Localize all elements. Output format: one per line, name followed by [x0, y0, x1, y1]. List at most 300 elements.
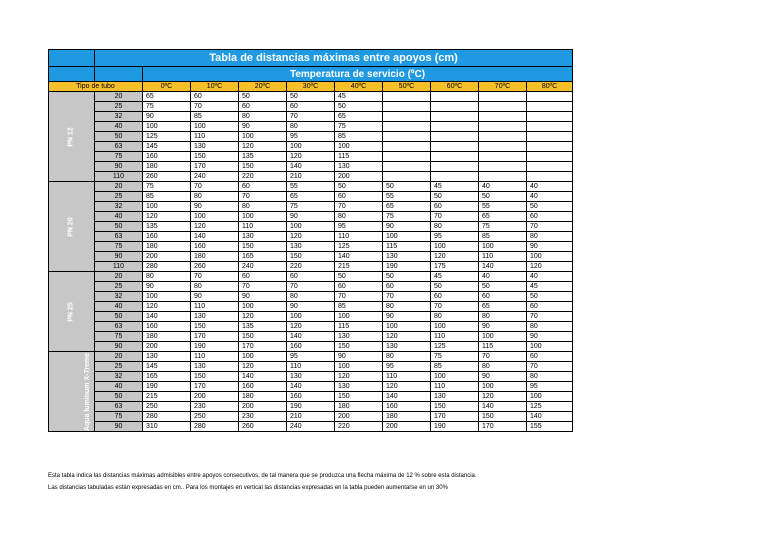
table-row — [49, 272, 573, 282]
distance-value-cell — [431, 102, 479, 112]
distance-value-cell: 120 — [239, 362, 287, 372]
pipe-diameter-cell: 32 — [95, 292, 143, 302]
distance-value-cell: 140 — [335, 252, 383, 262]
distance-value-cell: 130 — [239, 232, 287, 242]
table-row — [49, 202, 573, 212]
distance-value-cell: 95 — [287, 132, 335, 142]
distance-value-cell: 170 — [191, 382, 239, 392]
distance-value-cell: 60 — [527, 302, 573, 312]
distance-value-cell: 220 — [239, 172, 287, 182]
pipe-diameter-cell: 90 — [95, 422, 143, 432]
distance-value-cell: 100 — [527, 342, 573, 352]
distance-value-cell: 100 — [287, 222, 335, 232]
distance-value-cell: 100 — [143, 292, 191, 302]
pipe-diameter-cell: 50 — [95, 222, 143, 232]
distance-value-cell: 160 — [239, 382, 287, 392]
table-row — [49, 402, 573, 412]
distance-value-cell: 280 — [143, 262, 191, 272]
distance-value-cell: 145 — [143, 362, 191, 372]
distance-value-cell: 90 — [143, 282, 191, 292]
distance-value-cell: 75 — [431, 352, 479, 362]
distance-value-cell: 160 — [143, 322, 191, 332]
distance-value-cell: 190 — [143, 382, 191, 392]
table-row — [49, 212, 573, 222]
distance-value-cell: 90 — [383, 222, 431, 232]
distance-value-cell: 180 — [143, 162, 191, 172]
distance-value-cell: 50 — [239, 92, 287, 102]
distance-value-cell: 190 — [287, 402, 335, 412]
distance-value-cell: 85 — [191, 112, 239, 122]
table-row — [49, 102, 573, 112]
table-row — [49, 332, 573, 342]
distance-value-cell: 220 — [335, 422, 383, 432]
distance-value-cell: 200 — [191, 392, 239, 402]
pipe-group-label — [49, 352, 95, 432]
distance-value-cell: 65 — [287, 192, 335, 202]
distance-value-cell: 210 — [287, 412, 335, 422]
table-row — [49, 252, 573, 262]
table-row — [49, 222, 573, 232]
distance-value-cell: 75 — [479, 222, 527, 232]
table-row — [49, 182, 573, 192]
distance-value-cell: 90 — [191, 292, 239, 302]
pipe-diameter-cell: 50 — [95, 312, 143, 322]
distance-value-cell: 190 — [431, 422, 479, 432]
pipe-diameter-cell: 25 — [95, 282, 143, 292]
pipe-diameter-cell: 110 — [95, 172, 143, 182]
distance-value-cell: 90 — [239, 122, 287, 132]
distance-value-cell: 50 — [527, 292, 573, 302]
pipe-group-label — [49, 182, 95, 272]
table-body — [49, 50, 573, 432]
distance-value-cell: 120 — [287, 322, 335, 332]
distance-value-cell: 170 — [479, 422, 527, 432]
temperature-header: 80ºC — [527, 82, 573, 92]
distance-value-cell: 180 — [239, 392, 287, 402]
distance-value-cell: 200 — [143, 252, 191, 262]
distance-value-cell: 170 — [191, 332, 239, 342]
distance-value-cell: 115 — [479, 342, 527, 352]
distance-value-cell: 110 — [335, 232, 383, 242]
pipe-diameter-cell: 63 — [95, 322, 143, 332]
distance-value-cell: 125 — [143, 132, 191, 142]
distance-value-cell: 100 — [239, 302, 287, 312]
table-subtitle: Temperatura de servicio (ºC) — [143, 67, 573, 82]
pipe-diameter-cell: 63 — [95, 232, 143, 242]
distance-value-cell: 90 — [527, 242, 573, 252]
distance-value-cell: 160 — [143, 232, 191, 242]
distance-value-cell: 120 — [143, 212, 191, 222]
distance-value-cell: 75 — [335, 122, 383, 132]
distance-value-cell: 55 — [287, 182, 335, 192]
table-row — [49, 152, 573, 162]
distance-value-cell: 120 — [335, 372, 383, 382]
distance-value-cell: 100 — [191, 122, 239, 132]
table-row — [49, 122, 573, 132]
distance-value-cell: 120 — [191, 222, 239, 232]
pipe-diameter-cell: 32 — [95, 112, 143, 122]
distance-value-cell: 60 — [431, 292, 479, 302]
distance-value-cell: 40 — [527, 182, 573, 192]
distance-value-cell: 95 — [383, 362, 431, 372]
distance-value-cell: 150 — [335, 392, 383, 402]
distance-value-cell: 110 — [239, 222, 287, 232]
distance-value-cell: 80 — [479, 362, 527, 372]
pipe-diameter-cell: 63 — [95, 402, 143, 412]
distance-value-cell: 65 — [143, 92, 191, 102]
distance-value-cell: 90 — [143, 112, 191, 122]
pipe-diameter-cell: 40 — [95, 302, 143, 312]
distance-value-cell — [431, 142, 479, 152]
distance-value-cell: 125 — [431, 342, 479, 352]
distance-value-cell: 240 — [191, 172, 239, 182]
table-row — [49, 382, 573, 392]
table-row — [49, 322, 573, 332]
distance-value-cell: 120 — [287, 232, 335, 242]
distance-value-cell: 150 — [287, 252, 335, 262]
distance-value-cell: 170 — [191, 162, 239, 172]
table-row — [49, 302, 573, 312]
distance-value-cell — [431, 112, 479, 122]
table-row — [49, 142, 573, 152]
distance-value-cell — [527, 152, 573, 162]
subtitle-spacer-cell — [95, 67, 143, 82]
distance-value-cell: 55 — [383, 192, 431, 202]
footnote-line-2: Las distancias tabuladas están expresadas en cm.. Para los montajes en vertical las distancias expresadas en la tabla pueden aumentarse en un 30% — [48, 485, 448, 491]
distance-value-cell: 90 — [479, 372, 527, 382]
distance-value-cell: 180 — [383, 412, 431, 422]
distance-value-cell: 125 — [335, 242, 383, 252]
distance-value-cell: 130 — [287, 242, 335, 252]
distance-value-cell: 135 — [239, 322, 287, 332]
distance-value-cell: 80 — [383, 352, 431, 362]
temperature-header: 30ºC — [287, 82, 335, 92]
distance-value-cell: 130 — [431, 392, 479, 402]
distance-value-cell: 100 — [479, 382, 527, 392]
distance-value-cell: 135 — [143, 222, 191, 232]
pipe-group-name: PN 12 — [67, 126, 75, 147]
pipe-diameter-cell: 25 — [95, 362, 143, 372]
distance-value-cell: 50 — [335, 272, 383, 282]
pipe-diameter-cell: 75 — [95, 242, 143, 252]
distance-value-cell: 70 — [479, 352, 527, 362]
distance-value-cell — [527, 132, 573, 142]
distance-value-cell: 50 — [287, 92, 335, 102]
subtitle-row — [49, 67, 573, 82]
distance-value-cell: 130 — [335, 162, 383, 172]
distance-value-cell: 260 — [239, 422, 287, 432]
distance-value-cell: 70 — [527, 362, 573, 372]
distance-value-cell: 90 — [191, 202, 239, 212]
distance-value-cell: 260 — [143, 172, 191, 182]
distance-value-cell: 50 — [335, 102, 383, 112]
distance-value-cell: 70 — [431, 302, 479, 312]
distance-value-cell — [479, 162, 527, 172]
distance-value-cell — [383, 152, 431, 162]
pipe-diameter-cell: 90 — [95, 162, 143, 172]
distance-value-cell: 215 — [143, 392, 191, 402]
distance-value-cell: 115 — [335, 152, 383, 162]
distance-value-cell: 150 — [191, 152, 239, 162]
distance-value-cell: 175 — [431, 262, 479, 272]
distance-value-cell — [527, 172, 573, 182]
temperature-header: 50ºC — [383, 82, 431, 92]
distance-value-cell: 40 — [479, 272, 527, 282]
distance-value-cell: 130 — [191, 312, 239, 322]
pipe-diameter-cell: 110 — [95, 262, 143, 272]
table-row — [49, 422, 573, 432]
distance-value-cell: 140 — [527, 412, 573, 422]
distance-value-cell: 100 — [287, 312, 335, 322]
temperature-header: 10ºC — [191, 82, 239, 92]
distance-value-cell: 70 — [191, 272, 239, 282]
distance-value-cell — [479, 152, 527, 162]
table-row — [49, 392, 573, 402]
distance-value-cell: 100 — [287, 142, 335, 152]
distance-value-cell: 120 — [143, 302, 191, 312]
distance-value-cell: 250 — [191, 412, 239, 422]
distance-value-cell: 90 — [335, 352, 383, 362]
distance-value-cell: 100 — [191, 212, 239, 222]
distance-value-cell: 100 — [479, 242, 527, 252]
distance-value-cell: 95 — [287, 352, 335, 362]
distance-value-cell: 50 — [383, 272, 431, 282]
distance-value-cell: 90 — [287, 212, 335, 222]
pipe-diameter-cell: 75 — [95, 152, 143, 162]
distance-value-cell — [431, 132, 479, 142]
distance-value-cell: 70 — [527, 222, 573, 232]
pipe-group-name: PN 20 — [67, 216, 75, 237]
distance-value-cell — [431, 152, 479, 162]
table-row — [49, 362, 573, 372]
distance-value-cell: 100 — [239, 132, 287, 142]
distance-value-cell: 85 — [431, 362, 479, 372]
distance-value-cell: 160 — [287, 392, 335, 402]
distance-value-cell: 310 — [143, 422, 191, 432]
distance-value-cell: 100 — [143, 202, 191, 212]
distance-value-cell: 60 — [239, 102, 287, 112]
distance-value-cell: 150 — [191, 322, 239, 332]
distance-value-cell: 50 — [431, 192, 479, 202]
distance-value-cell: 140 — [143, 312, 191, 322]
distance-value-cell: 80 — [335, 212, 383, 222]
distance-value-cell: 70 — [335, 292, 383, 302]
temperature-header: 70ºC — [479, 82, 527, 92]
distance-value-cell: 90 — [287, 302, 335, 312]
footnote-line-1: Esta tabla indica las distancias máximas admisibles entre apoyos consecutivos, de tal manera que se produzca una flecha máxima de 12 % sobre esta distancia. — [48, 473, 477, 479]
distance-value-cell: 100 — [383, 232, 431, 242]
distance-value-cell: 40 — [479, 182, 527, 192]
distance-value-cell — [383, 142, 431, 152]
distance-value-cell: 150 — [239, 162, 287, 172]
table-row — [49, 312, 573, 322]
distance-value-cell: 70 — [191, 182, 239, 192]
distance-value-cell: 60 — [335, 282, 383, 292]
distance-value-cell: 65 — [479, 302, 527, 312]
distance-value-cell: 50 — [431, 282, 479, 292]
distance-value-cell: 90 — [527, 332, 573, 342]
pipe-diameter-cell: 75 — [95, 332, 143, 342]
table-row — [49, 112, 573, 122]
distance-value-cell — [479, 142, 527, 152]
distance-value-cell: 130 — [335, 382, 383, 392]
distance-value-cell: 80 — [239, 112, 287, 122]
distance-value-cell: 130 — [143, 352, 191, 362]
distance-value-cell: 140 — [479, 402, 527, 412]
distance-value-cell: 80 — [383, 302, 431, 312]
distance-value-cell: 85 — [479, 232, 527, 242]
distance-value-cell: 70 — [239, 282, 287, 292]
distance-value-cell: 170 — [431, 412, 479, 422]
distance-value-cell: 155 — [527, 422, 573, 432]
distance-value-cell: 80 — [239, 202, 287, 212]
distance-value-cell: 85 — [335, 302, 383, 312]
distance-value-cell: 110 — [431, 382, 479, 392]
distance-value-cell: 200 — [335, 172, 383, 182]
distance-value-cell: 80 — [191, 282, 239, 292]
distance-value-cell — [431, 92, 479, 102]
distance-value-cell: 75 — [143, 182, 191, 192]
distance-value-cell: 80 — [431, 222, 479, 232]
distance-value-cell: 60 — [431, 202, 479, 212]
distance-value-cell: 130 — [383, 342, 431, 352]
distance-value-cell: 130 — [191, 362, 239, 372]
distance-value-cell: 150 — [239, 332, 287, 342]
distance-value-cell: 100 — [527, 252, 573, 262]
pipe-diameter-cell: 90 — [95, 252, 143, 262]
distance-value-cell: 180 — [143, 242, 191, 252]
distance-value-cell: 75 — [143, 102, 191, 112]
temperature-header: 0ºC — [143, 82, 191, 92]
distance-value-cell — [431, 122, 479, 132]
distance-value-cell: 150 — [335, 342, 383, 352]
distance-value-cell: 95 — [335, 222, 383, 232]
pipe-diameter-cell: 25 — [95, 192, 143, 202]
distance-value-cell: 80 — [191, 192, 239, 202]
distance-value-cell: 70 — [191, 102, 239, 112]
pipe-diameter-cell: 32 — [95, 372, 143, 382]
distance-value-cell: 60 — [527, 212, 573, 222]
pipe-diameter-cell: 50 — [95, 132, 143, 142]
pipe-group-name: Aqua luminum X-Treme — [84, 352, 92, 431]
pipe-diameter-cell: 63 — [95, 142, 143, 152]
distance-value-cell: 100 — [335, 362, 383, 372]
distance-value-cell: 100 — [383, 322, 431, 332]
distance-value-cell: 165 — [239, 252, 287, 262]
table-row — [49, 412, 573, 422]
distance-value-cell: 70 — [335, 202, 383, 212]
distance-value-cell: 210 — [287, 172, 335, 182]
distance-value-cell: 140 — [191, 232, 239, 242]
pipe-diameter-cell: 20 — [95, 182, 143, 192]
distance-value-cell: 170 — [239, 342, 287, 352]
distance-value-cell: 80 — [527, 372, 573, 382]
distance-value-cell: 200 — [335, 412, 383, 422]
distance-value-cell: 80 — [431, 312, 479, 322]
distance-value-cell: 85 — [335, 132, 383, 142]
distance-value-cell: 65 — [479, 212, 527, 222]
distance-value-cell: 200 — [239, 402, 287, 412]
pipe-diameter-cell: 20 — [95, 272, 143, 282]
pipe-diameter-cell: 20 — [95, 352, 143, 362]
distance-value-cell: 45 — [431, 272, 479, 282]
distance-value-cell: 60 — [479, 292, 527, 302]
pipe-diameter-cell: 40 — [95, 212, 143, 222]
distance-value-cell: 60 — [383, 282, 431, 292]
distance-value-cell: 140 — [287, 332, 335, 342]
distance-value-cell: 110 — [191, 302, 239, 312]
distance-value-cell — [527, 122, 573, 132]
distance-value-cell: 45 — [335, 92, 383, 102]
distance-value-cell: 80 — [479, 312, 527, 322]
distance-value-cell — [383, 122, 431, 132]
distance-value-cell — [479, 92, 527, 102]
distance-value-cell: 75 — [383, 212, 431, 222]
pipe-group-name: PN 25 — [67, 301, 75, 322]
distance-value-cell — [479, 122, 527, 132]
distance-value-cell — [479, 112, 527, 122]
distance-value-cell: 100 — [335, 142, 383, 152]
distance-value-cell: 80 — [287, 122, 335, 132]
distance-value-cell: 100 — [143, 122, 191, 132]
distance-value-cell: 100 — [479, 332, 527, 342]
distance-value-cell: 120 — [431, 252, 479, 262]
distance-value-cell — [383, 162, 431, 172]
distance-value-cell — [527, 92, 573, 102]
table-row — [49, 292, 573, 302]
pipe-type-header: Tipo de tubo — [49, 82, 143, 92]
distance-value-cell: 240 — [287, 422, 335, 432]
table-row — [49, 242, 573, 252]
temperature-header: 60ºC — [431, 82, 479, 92]
distance-value-cell: 220 — [287, 262, 335, 272]
distance-value-cell: 120 — [479, 392, 527, 402]
distance-value-cell: 95 — [527, 382, 573, 392]
distance-value-cell: 145 — [143, 142, 191, 152]
distance-value-cell: 180 — [191, 252, 239, 262]
distance-value-cell: 140 — [239, 372, 287, 382]
distance-value-cell: 60 — [527, 352, 573, 362]
distance-value-cell: 80 — [527, 232, 573, 242]
distance-value-cell: 80 — [287, 292, 335, 302]
distance-value-cell — [383, 112, 431, 122]
distance-value-cell: 150 — [191, 372, 239, 382]
distance-value-cell: 180 — [335, 402, 383, 412]
table-title: Tabla de distancias máximas entre apoyos (cm) — [95, 50, 573, 67]
distance-value-cell: 140 — [287, 162, 335, 172]
distance-value-cell: 60 — [335, 192, 383, 202]
distance-value-cell: 110 — [383, 372, 431, 382]
distances-table — [48, 49, 573, 432]
distance-value-cell: 60 — [287, 102, 335, 112]
distance-value-cell: 110 — [479, 252, 527, 262]
distance-value-cell: 40 — [527, 192, 573, 202]
distance-value-cell — [527, 162, 573, 172]
distance-value-cell: 100 — [335, 312, 383, 322]
table-row — [49, 262, 573, 272]
distance-value-cell: 230 — [191, 402, 239, 412]
pipe-diameter-cell: 75 — [95, 412, 143, 422]
distance-value-cell: 70 — [527, 312, 573, 322]
distance-value-cell: 80 — [143, 272, 191, 282]
distance-value-cell: 110 — [431, 332, 479, 342]
pipe-diameter-cell: 25 — [95, 102, 143, 112]
temperature-header: 40ºC — [335, 82, 383, 92]
distance-value-cell: 150 — [239, 242, 287, 252]
pipe-diameter-cell: 40 — [95, 122, 143, 132]
distance-value-cell: 180 — [143, 332, 191, 342]
table-row — [49, 342, 573, 352]
